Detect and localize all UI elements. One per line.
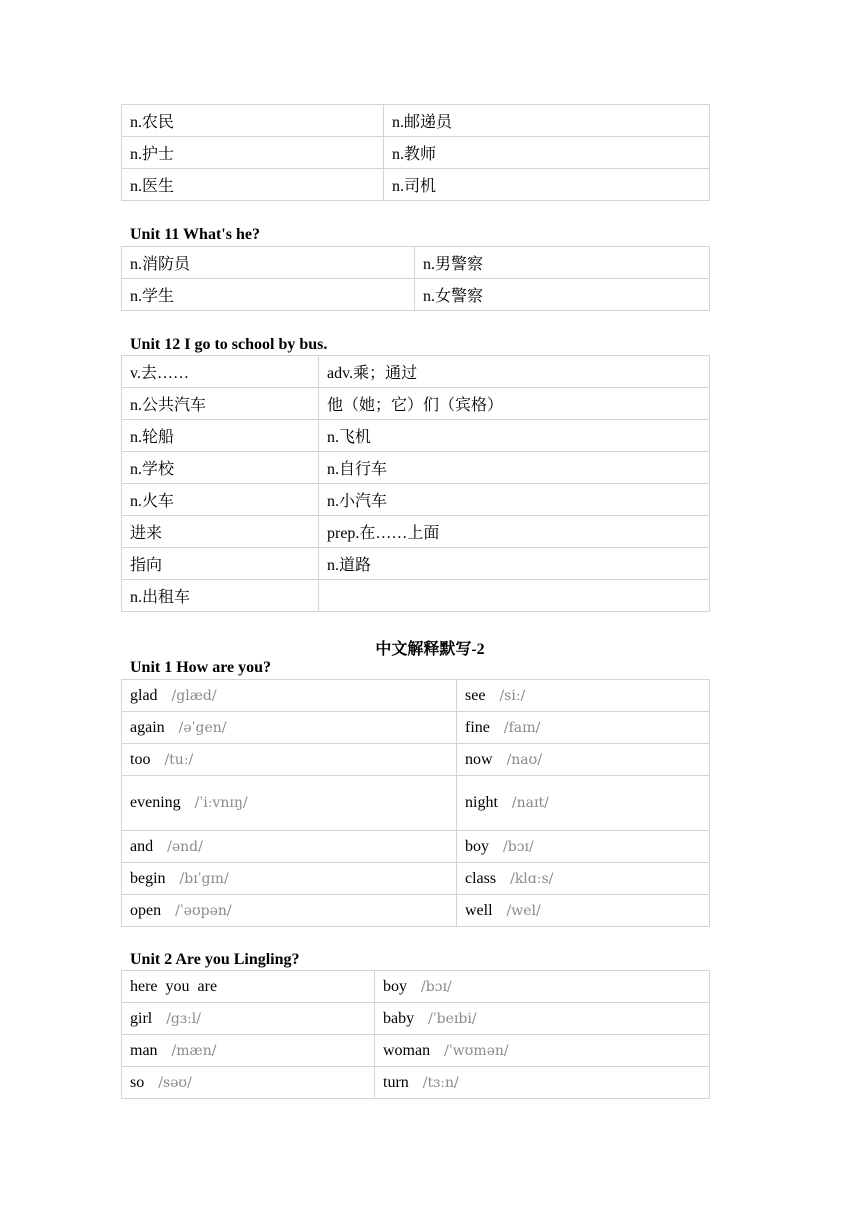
table-cell: n.女警察 bbox=[415, 279, 710, 311]
table-cell bbox=[319, 580, 710, 612]
vocab-word: baby bbox=[383, 1009, 415, 1027]
vocab-word: girl bbox=[130, 1009, 153, 1027]
phonetic: /naʊ/ bbox=[506, 751, 543, 768]
vocab-word: boy bbox=[465, 837, 489, 855]
table-row bbox=[122, 1035, 710, 1067]
table-row bbox=[122, 680, 710, 712]
phonetic: /gɜːl/ bbox=[166, 1010, 201, 1027]
phonetic: /ˈiːvnɪŋ/ bbox=[194, 795, 248, 811]
vocab-word: glad bbox=[130, 686, 158, 704]
phonetic: /tɜːn/ bbox=[422, 1074, 459, 1091]
unit11-table bbox=[121, 246, 710, 311]
table-cell: n.小汽车 bbox=[319, 484, 710, 516]
vocab-word: see bbox=[465, 686, 486, 704]
table-cell: n.教师 bbox=[384, 137, 710, 169]
section-title: 中文解释默写-2 bbox=[375, 641, 485, 658]
table-row bbox=[122, 516, 710, 548]
table-cell: n.道路 bbox=[319, 548, 710, 580]
vocab-word: again bbox=[130, 718, 165, 736]
table-row bbox=[122, 356, 710, 388]
vocab-word: boy bbox=[383, 977, 407, 995]
vocab-word: begin bbox=[130, 869, 166, 887]
vocab-word: open bbox=[130, 901, 162, 919]
table-cell: 进来 bbox=[122, 516, 319, 548]
vocab-word: evening bbox=[130, 794, 181, 811]
table-cell bbox=[457, 776, 710, 831]
table-cell bbox=[457, 895, 710, 927]
phonetic: /klɑːs/ bbox=[510, 870, 554, 887]
phonetic: /faɪn/ bbox=[503, 719, 541, 736]
phonetic: /bɪˈgɪn/ bbox=[179, 870, 229, 887]
table-row bbox=[122, 831, 710, 863]
phonetic: /mæn/ bbox=[171, 1042, 217, 1059]
phonetic: /ˈwʊmən/ bbox=[444, 1042, 509, 1059]
table-cell: n.医生 bbox=[122, 169, 384, 201]
table-row bbox=[122, 247, 710, 279]
unit1-table bbox=[121, 679, 710, 927]
table-row bbox=[122, 548, 710, 580]
table-cell bbox=[457, 831, 710, 863]
table-cell bbox=[375, 1067, 710, 1099]
table-cell bbox=[122, 776, 457, 831]
unit2-heading: Unit 2 Are you Lingling? bbox=[130, 951, 300, 968]
vocab-word: fine bbox=[465, 718, 490, 736]
table-row bbox=[122, 863, 710, 895]
table-cell bbox=[122, 680, 457, 712]
phonetic: /səʊ/ bbox=[158, 1074, 192, 1091]
table-cell: n.出租车 bbox=[122, 580, 319, 612]
table-cell: n.轮船 bbox=[122, 420, 319, 452]
vocab-word: so bbox=[130, 1073, 145, 1091]
phonetic: /əˈgen/ bbox=[178, 719, 227, 736]
vocab-word: class bbox=[465, 869, 497, 887]
unit11-heading: Unit 11 What's he? bbox=[130, 226, 260, 243]
table-cell: n.飞机 bbox=[319, 420, 710, 452]
table-cell bbox=[122, 1003, 375, 1035]
table-row bbox=[122, 452, 710, 484]
table-cell bbox=[457, 680, 710, 712]
table-cell bbox=[122, 895, 457, 927]
table-row bbox=[122, 388, 710, 420]
vocab-word: well bbox=[465, 901, 493, 919]
table-row bbox=[122, 580, 710, 612]
vocab-word: woman bbox=[383, 1041, 431, 1059]
table-cell bbox=[457, 863, 710, 895]
vocab-word: too bbox=[130, 750, 151, 768]
table-cell: n.学校 bbox=[122, 452, 319, 484]
table-row bbox=[122, 1067, 710, 1099]
phonetic: /ənd/ bbox=[167, 838, 203, 855]
phonetic: /bɔɪ/ bbox=[503, 838, 534, 855]
vocab-word: now bbox=[465, 750, 493, 768]
table-cell: n.农民 bbox=[122, 105, 384, 137]
phonetic: /ˈbeɪbi/ bbox=[428, 1010, 477, 1027]
table-row bbox=[122, 1003, 710, 1035]
table-cell: n.公共汽车 bbox=[122, 388, 319, 420]
table-cell bbox=[375, 1003, 710, 1035]
phonetic: /wel/ bbox=[506, 902, 541, 919]
phonetic: /siː/ bbox=[499, 687, 526, 704]
vocab-word: night bbox=[465, 794, 498, 811]
table-cell: n.护士 bbox=[122, 137, 384, 169]
table-row bbox=[122, 712, 710, 744]
vocab-word: man bbox=[130, 1041, 158, 1059]
table-cell bbox=[122, 744, 457, 776]
table-cell bbox=[457, 744, 710, 776]
vocab-word: turn bbox=[383, 1073, 409, 1091]
unit11-table-wrap bbox=[121, 246, 709, 311]
table-cell: adv.乘；通过 bbox=[319, 356, 710, 388]
table-row bbox=[122, 279, 710, 311]
table-cell: prep.在……上面 bbox=[319, 516, 710, 548]
top-vocab-table-wrap bbox=[121, 104, 709, 201]
table-cell: 他（她；它）们（宾格） bbox=[319, 388, 710, 420]
unit1-heading: Unit 1 How are you? bbox=[130, 659, 272, 676]
phonetic: /glæd/ bbox=[171, 687, 217, 704]
table-cell: v.去…… bbox=[122, 356, 319, 388]
unit12-table-wrap bbox=[121, 355, 709, 612]
vocab-word: here you are bbox=[130, 977, 218, 995]
unit2-table-wrap bbox=[121, 970, 709, 1099]
table-cell: n.学生 bbox=[122, 279, 415, 311]
table-cell: n.男警察 bbox=[415, 247, 710, 279]
table-cell bbox=[122, 1035, 375, 1067]
unit12-heading: Unit 12 I go to school by bus. bbox=[130, 336, 328, 353]
table-cell bbox=[122, 1067, 375, 1099]
table-cell bbox=[122, 831, 457, 863]
table-row bbox=[122, 744, 710, 776]
table-row bbox=[122, 169, 710, 201]
table-cell: 指向 bbox=[122, 548, 319, 580]
table-cell: n.邮递员 bbox=[384, 105, 710, 137]
vocab-word: and bbox=[130, 837, 154, 855]
table-row bbox=[122, 895, 710, 927]
table-cell bbox=[375, 1035, 710, 1067]
table-cell bbox=[122, 712, 457, 744]
table-row bbox=[122, 105, 710, 137]
phonetic: /naɪt/ bbox=[511, 795, 549, 811]
table-cell bbox=[457, 712, 710, 744]
top-vocab-table bbox=[121, 104, 710, 201]
phonetic: /ˈəʊpən/ bbox=[175, 902, 232, 919]
table-cell bbox=[122, 863, 457, 895]
table-row bbox=[122, 971, 710, 1003]
table-cell: n.消防员 bbox=[122, 247, 415, 279]
table-cell: n.自行车 bbox=[319, 452, 710, 484]
table-cell bbox=[122, 971, 375, 1003]
table-cell: n.火车 bbox=[122, 484, 319, 516]
table-row bbox=[122, 484, 710, 516]
phonetic: /bɔɪ/ bbox=[421, 978, 452, 995]
unit1-table-wrap bbox=[121, 679, 709, 927]
table-cell bbox=[375, 971, 710, 1003]
table-cell: n.司机 bbox=[384, 169, 710, 201]
table-row bbox=[122, 776, 710, 831]
table-row bbox=[122, 137, 710, 169]
table-row bbox=[122, 420, 710, 452]
unit12-table bbox=[121, 355, 710, 612]
unit2-table bbox=[121, 970, 710, 1099]
phonetic: /tuː/ bbox=[164, 751, 194, 768]
